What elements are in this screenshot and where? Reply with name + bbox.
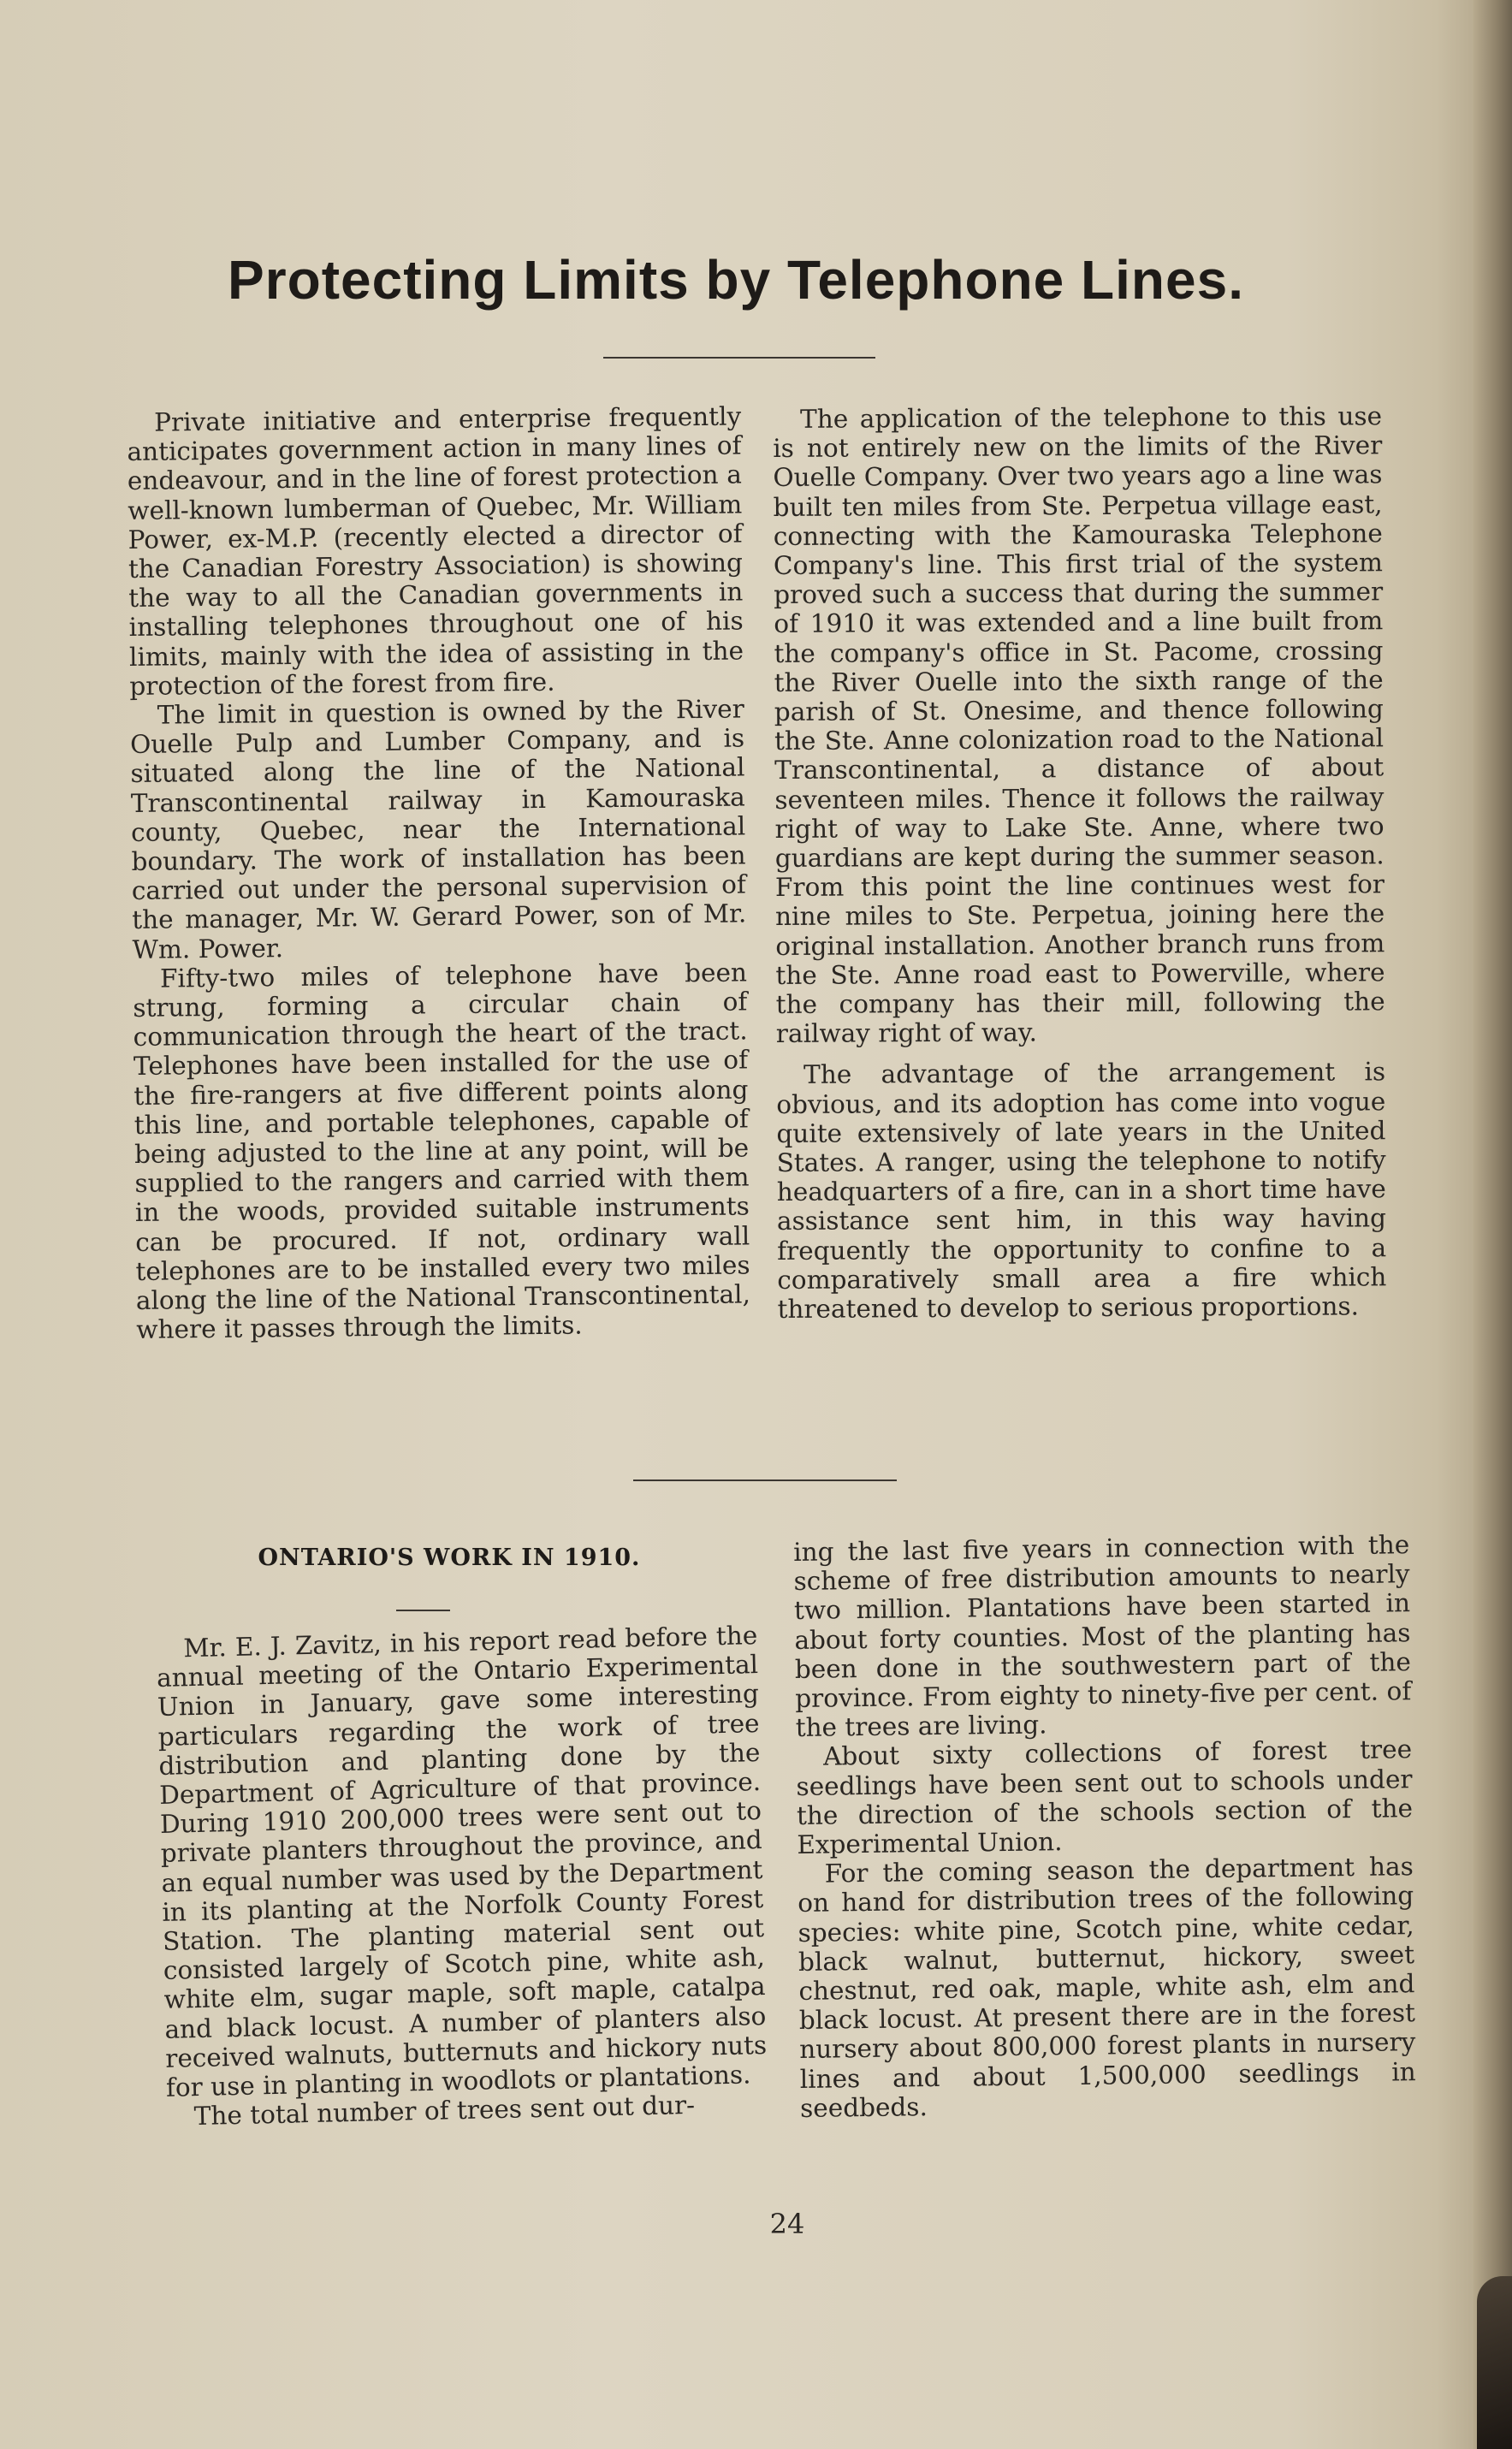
page-corner-shadow [1477,2276,1512,2449]
ontario-heading: ONTARIO'S WORK IN 1910. [258,1545,641,1571]
article-paragraph: Private initiative and enterprise frequently anticipates government action in many lines of endeavour, and in the line of forest protection a well-known lumberman of Quebec, Mr. William Power, ex-M.P. (recently elected a director of the Canadian Forestry Association) is showing the way to all the Canadian governments in installing telephones throughout one of his limits, mainly with the idea of assisting in the protection of the forest from fire. [127,401,744,701]
ontario-paragraph: ing the last five years in connection with the scheme of free distribution amounts to nearly two million. Plantations have been started in about forty counties. Most of the planting has been done in the southwestern part of the province. From eighty to ninety-five per cent. of the trees are living. [793,1530,1412,1743]
ontario-paragraph: For the coming season the department has on hand for distribution trees of the following species: white pine, Scotch pine, white cedar, black walnut, butternut, hickory, sweet chestnut, red oak, maple, white ash, elm and black locust. At present there are in the forest nursery about 800,000 forest plants in nursery lines and about 1,500,000 seedlings in seedbeds. [798,1852,1416,2123]
binding-edge [1473,0,1512,2449]
article-paragraph: The advantage of the arrangement is obvious, and its adoption has come into vogue quite extensively of late years in the United States. A ranger, using the telephone to notify headquarters of a fire, can in a short time have assistance sent him, in this way having frequently the opportunity to confine to a comparatively small area a fire which threatened to develop to serious proportions. [776,1057,1387,1325]
ontario-column-right [793,1530,1416,2123]
ontario-paragraph: The total number of trees sent out dur- [193,2090,696,2132]
article-paragraph: Fifty-two miles of telephone have been strung, forming a circular chain of communication through the heart of the tract. Telephones have been installed for the use of the fire-rangers at five different points along this line, and portable telephones, capable of being adjusted to the line at any point, will be supplied to the rangers and carried with them in the woods, provided suitable instruments can be procured. If not, ordinary wall telephones are to be installed every two miles along the line of the National Transcontinental, where it passes through the limits. [133,958,751,1345]
ontario-paragraph: About sixty collections of forest tree seedlings have been sent out to schools under the direction of the schools section of the Experimental Union. [796,1734,1414,1860]
ontario-paragraph: Mr. E. J. Zavitz, in his report read before the annual meeting of the Ontario Experimental Union in January, gave some interesting particulars regarding the work of tree distribution and planting done by the Department of Agriculture of that province. During 1910 200,000 trees were sent out to private planters throughout the province, and an equal number was used by the Department in its planting at the Norfolk County Forest Station. The planting material sent out consisted largely of Scotch pine, white ash, white elm, sugar maple, soft maple, catalpa and black locust. A number of planters also received walnuts, butternuts and hickory nuts for use in planting in woodlots or plantations. [156,1621,768,2102]
section-rule [633,1479,897,1481]
article-paragraph: The limit in question is owned by the River Ouelle Pulp and Lumber Company, and is situated along the line of the National Transcontinental railway in Kamouraska county, Quebec, near the International boundary. The work of installation has been carried out under the personal supervision of the manager, Mr. W. Gerard Power, son of Mr. Wm. Power. [129,694,747,964]
article-title: Protecting Limits by Telephone Lines. [228,249,1244,311]
title-rule [603,357,875,359]
article-paragraph: The application of the telephone to this use is not entirely new on the limits of the River Ouelle Company. Over two years ago a line was built ten miles from Ste. Perpetua village east, connecting with the Kamouraska Telephone Company's line. This first trial of the system proved such a success that during the summer of 1910 it was extended and a line built from the company's office in St. Pacome, crossing the River Ouelle into the sixth range of the parish of St. Onesime, and thence following the Ste. Anne colonization road to the National Transcontinental, a distance of about seventeen miles. Thence it follows the railway right of way to Lake Ste. Anne, where two guardians are kept during the summer season. From this point the line continues west for nine miles to Ste. Perpetua, joining here the original installation. Another branch runs from the Ste. Anne road east to Powerville, where the company has their mill, following the railway right of way. [773,401,1385,1049]
page-number: 24 [769,2208,805,2240]
article-column-right [773,401,1387,1324]
ontario-column-left [156,1621,768,2132]
article-column-left [127,401,750,1344]
subhead-rule [396,1610,450,1611]
